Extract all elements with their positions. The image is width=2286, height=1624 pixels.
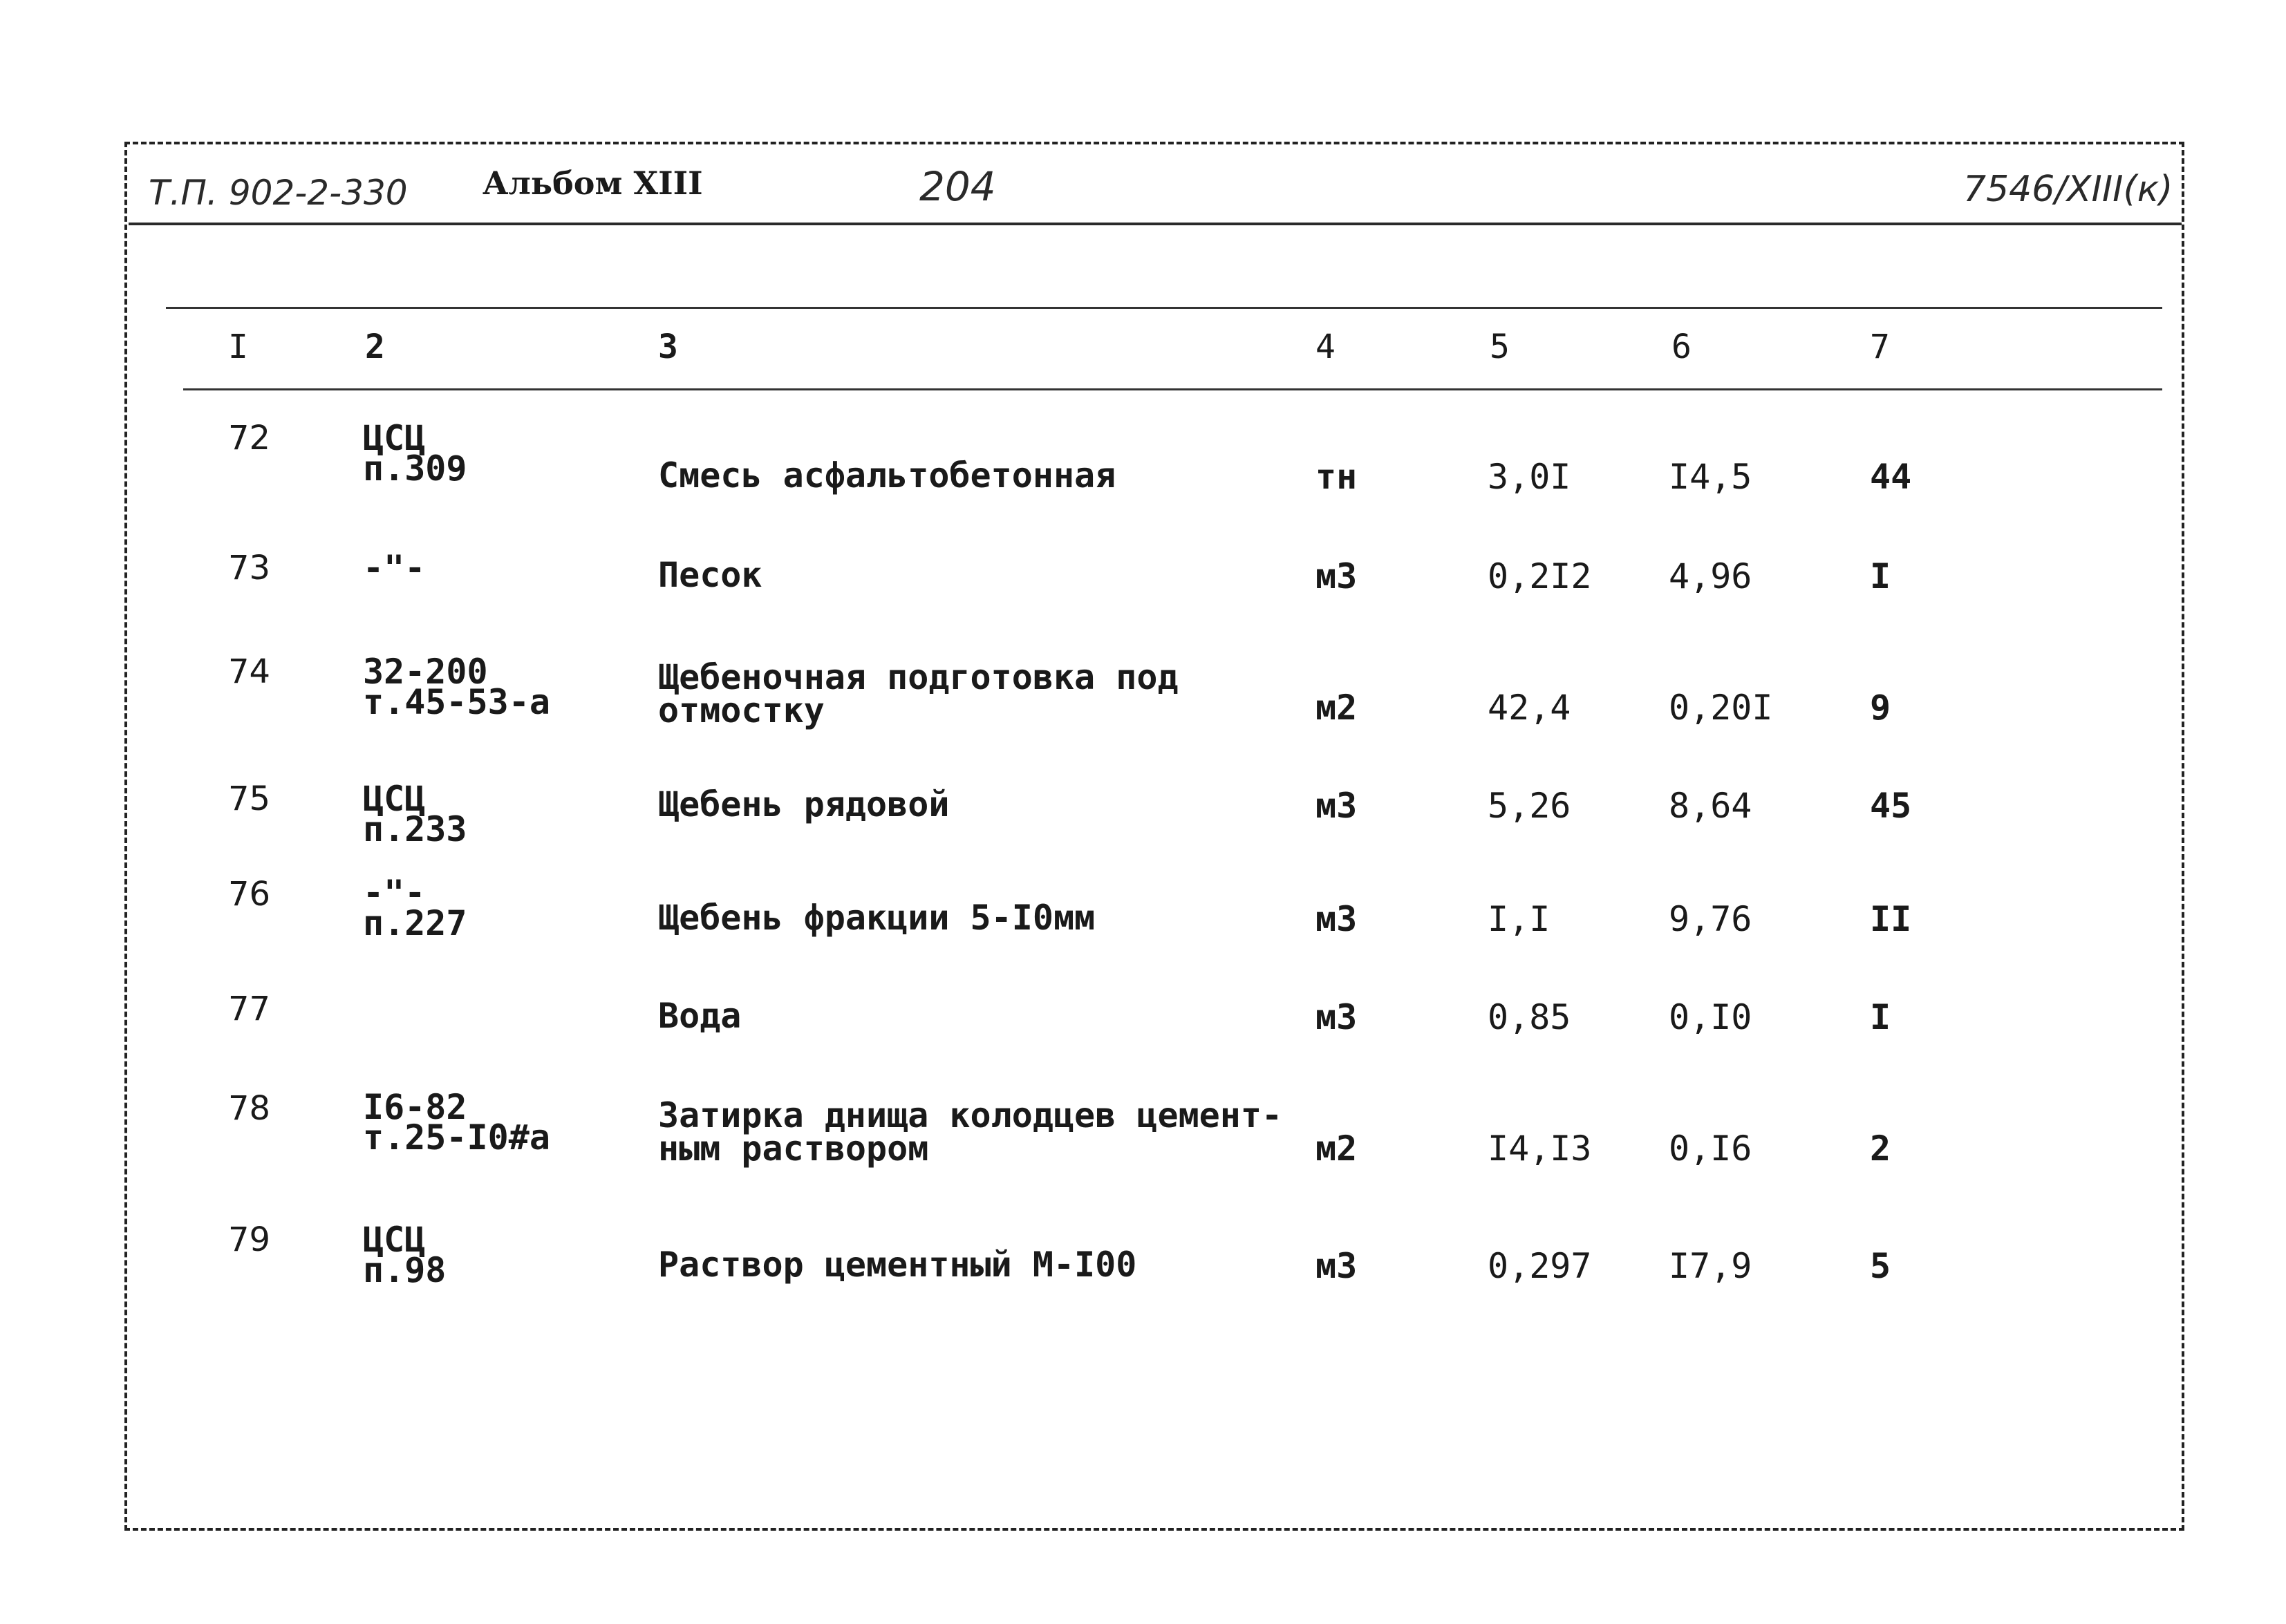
column-number-6: 6 xyxy=(1671,328,1692,366)
row-number: 74 xyxy=(228,652,271,691)
row-cost: I xyxy=(1870,556,1891,596)
row-unit-price: I4,5 xyxy=(1669,457,1752,497)
row-reference: 32-200 т.45-53-а xyxy=(363,652,550,722)
row-cost: I xyxy=(1870,997,1891,1037)
row-item-name: Раствор цементный М-I00 xyxy=(658,1245,1137,1285)
row-cost: 5 xyxy=(1870,1246,1891,1286)
row-quantity: 0,85 xyxy=(1488,997,1571,1037)
doc-code: Т.П. 902-2-330 xyxy=(149,173,408,213)
row-reference: -"- xyxy=(363,548,426,588)
row-item-name: Щебеночная подготовка под отмостку xyxy=(658,657,1179,730)
row-reference: -"- п.227 xyxy=(363,873,467,943)
column-number-4: 4 xyxy=(1315,328,1336,366)
row-quantity: 0,2I2 xyxy=(1488,556,1592,596)
column-number-2: 2 xyxy=(365,328,385,366)
row-number: 77 xyxy=(228,990,271,1028)
row-unit: м2 xyxy=(1315,688,1358,728)
row-unit-price: 8,64 xyxy=(1669,786,1752,826)
column-number-5: 5 xyxy=(1490,328,1510,366)
table-header-rule xyxy=(183,388,2162,390)
row-quantity: 42,4 xyxy=(1488,688,1571,728)
row-unit-price: I7,9 xyxy=(1669,1246,1752,1286)
row-quantity: 0,297 xyxy=(1488,1246,1592,1286)
table-top-rule xyxy=(166,307,2162,309)
row-unit: тн xyxy=(1315,457,1358,497)
column-number-3: 3 xyxy=(658,328,678,366)
row-cost: 9 xyxy=(1870,688,1891,728)
row-item-name: Щебень фракции 5-I0мм xyxy=(658,898,1096,938)
row-item-name: Щебень рядовой xyxy=(658,784,950,824)
row-number: 78 xyxy=(228,1089,271,1128)
row-number: 79 xyxy=(228,1220,271,1259)
row-unit: м2 xyxy=(1315,1129,1358,1169)
row-unit-price: 0,I6 xyxy=(1669,1129,1752,1169)
inventory-number: 7546/XIII(к) xyxy=(1963,169,2173,210)
row-quantity: I4,I3 xyxy=(1488,1129,1592,1169)
row-reference: ЦСЦ п.309 xyxy=(363,418,467,489)
column-number-7: 7 xyxy=(1870,328,1890,366)
row-cost: II xyxy=(1870,899,1912,939)
row-unit: м3 xyxy=(1315,556,1358,596)
row-number: 75 xyxy=(228,780,271,818)
row-item-name: Вода xyxy=(658,996,742,1036)
row-reference: I6-82 т.25-I0#а xyxy=(363,1087,550,1158)
row-item-name: Затирка днища колодцев цемент- ным раствором xyxy=(658,1095,1283,1169)
row-cost: 44 xyxy=(1870,457,1912,497)
row-number: 76 xyxy=(228,875,271,914)
row-number: 72 xyxy=(228,419,271,457)
row-unit-price: 0,I0 xyxy=(1669,997,1752,1037)
row-unit-price: 0,20I xyxy=(1669,688,1773,728)
row-unit-price: 4,96 xyxy=(1669,556,1752,596)
row-quantity: I,I xyxy=(1488,899,1550,939)
row-unit: м3 xyxy=(1315,997,1358,1037)
row-unit: м3 xyxy=(1315,1246,1358,1286)
row-cost: 2 xyxy=(1870,1129,1891,1169)
column-number-1: I xyxy=(228,328,248,366)
row-quantity: 5,26 xyxy=(1488,786,1571,826)
row-quantity: 3,0I xyxy=(1488,457,1571,497)
row-reference: ЦСЦ п.233 xyxy=(363,779,467,849)
page-number: 204 xyxy=(919,163,996,210)
album-label: Альбом XIII xyxy=(483,164,703,202)
header-divider xyxy=(129,223,2182,225)
row-cost: 45 xyxy=(1870,786,1912,826)
row-unit: м3 xyxy=(1315,899,1358,939)
row-item-name: Смесь асфальтобетонная xyxy=(658,455,1116,495)
row-unit-price: 9,76 xyxy=(1669,899,1752,939)
row-reference: ЦСЦ п.98 xyxy=(363,1220,447,1290)
row-number: 73 xyxy=(228,549,271,587)
row-item-name: Песок xyxy=(658,555,762,595)
row-unit: м3 xyxy=(1315,786,1358,826)
